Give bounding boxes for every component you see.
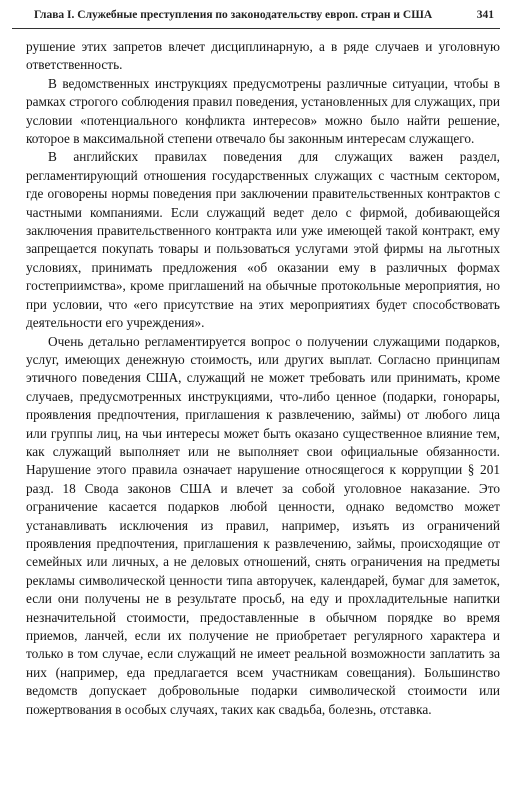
paragraph: В английских правилах поведения для служащих важен раздел, регламентирующий отношения государственных служащих с частным сектором, где оговорены нормы поведения при заключении правительственных контрактов с частными компаниями. Если служащий ведет дело с фирмой, добивающейся заключения правительственного контракта или уже имеющей такой контракт, ему запрещается покупать товары и пользоваться услугами этой фирмы на льготных условиях, принимать предложения «об оказании ему в различных формах гостеприимства», кроме приглашений на обычные протокольные мероприятия, но при условии, что «его присутствие на этих мероприятиях будет способствовать деятельности его учреждения». [26, 149, 500, 331]
paragraph: рушение этих запретов влечет дисциплинарную, а в ряде случаев и уголовную ответственность. [26, 39, 500, 73]
page-number: 341 [476, 9, 494, 21]
paragraph: Очень детально регламентируется вопрос о получении служащими подарков, услуг, имеющих денежную стоимость, или других выплат. Согласно принципам этичного поведения США, служащий не может требовать или принимать, кроме случаев, предусмотренных инструкциями, что-либо ценное (подарки, гонорары, проявления предпочтения, приглашения к развлечению, займы) от любого лица или группы лиц, на чьи интересы может быть оказано существенное влияние тем, как служащий выполняет или не выполняет свои официальные обязанности. Нарушение этого правила означает нарушение относящегося к коррупции § 201 разд. 18 Свода законов США и влечет за собой уголовное наказание. Это ограничение касается подарков любой ценности, однако ведомство может устанавливать исключения из правил, например, изъять из ограничений проявления предпочтения, приглашения к развлечению, займы, происходящие от семейных или личных, а не деловых отношений, снять ограничения на предметы рекламы символической ценности типа авторучек, календарей, бумаг для заметок, если они получены не в результате просьб, на еду и прохладительные напитки незначительной стоимости, предоставленные в обычном порядке во время приемов, ланчей, если их получение не приобретает регулярного характера и только в том случае, если служащий не имеет реальной возможности заплатить за них (например, еда предлагается всем участникам совещания). Большинство ведомств допускает добровольные подарки символической стоимости или пожертвования в особых случаях, таких как свадьба, болезнь, отставка. [26, 333, 500, 717]
body-text [26, 38, 500, 719]
running-header [12, 6, 500, 29]
chapter-title: Глава I. Служебные преступления по законодательству европ. стран и США [34, 9, 433, 21]
paragraph: В ведомственных инструкциях предусмотрены различные ситуации, чтобы в рамках строгого соблюдения правил поведения, установленных для служащих, при условии «потенциального конфликта интересов» можно было найти решение, которое в максимальной степени отвечало бы законным интересам служащего. [26, 75, 500, 147]
